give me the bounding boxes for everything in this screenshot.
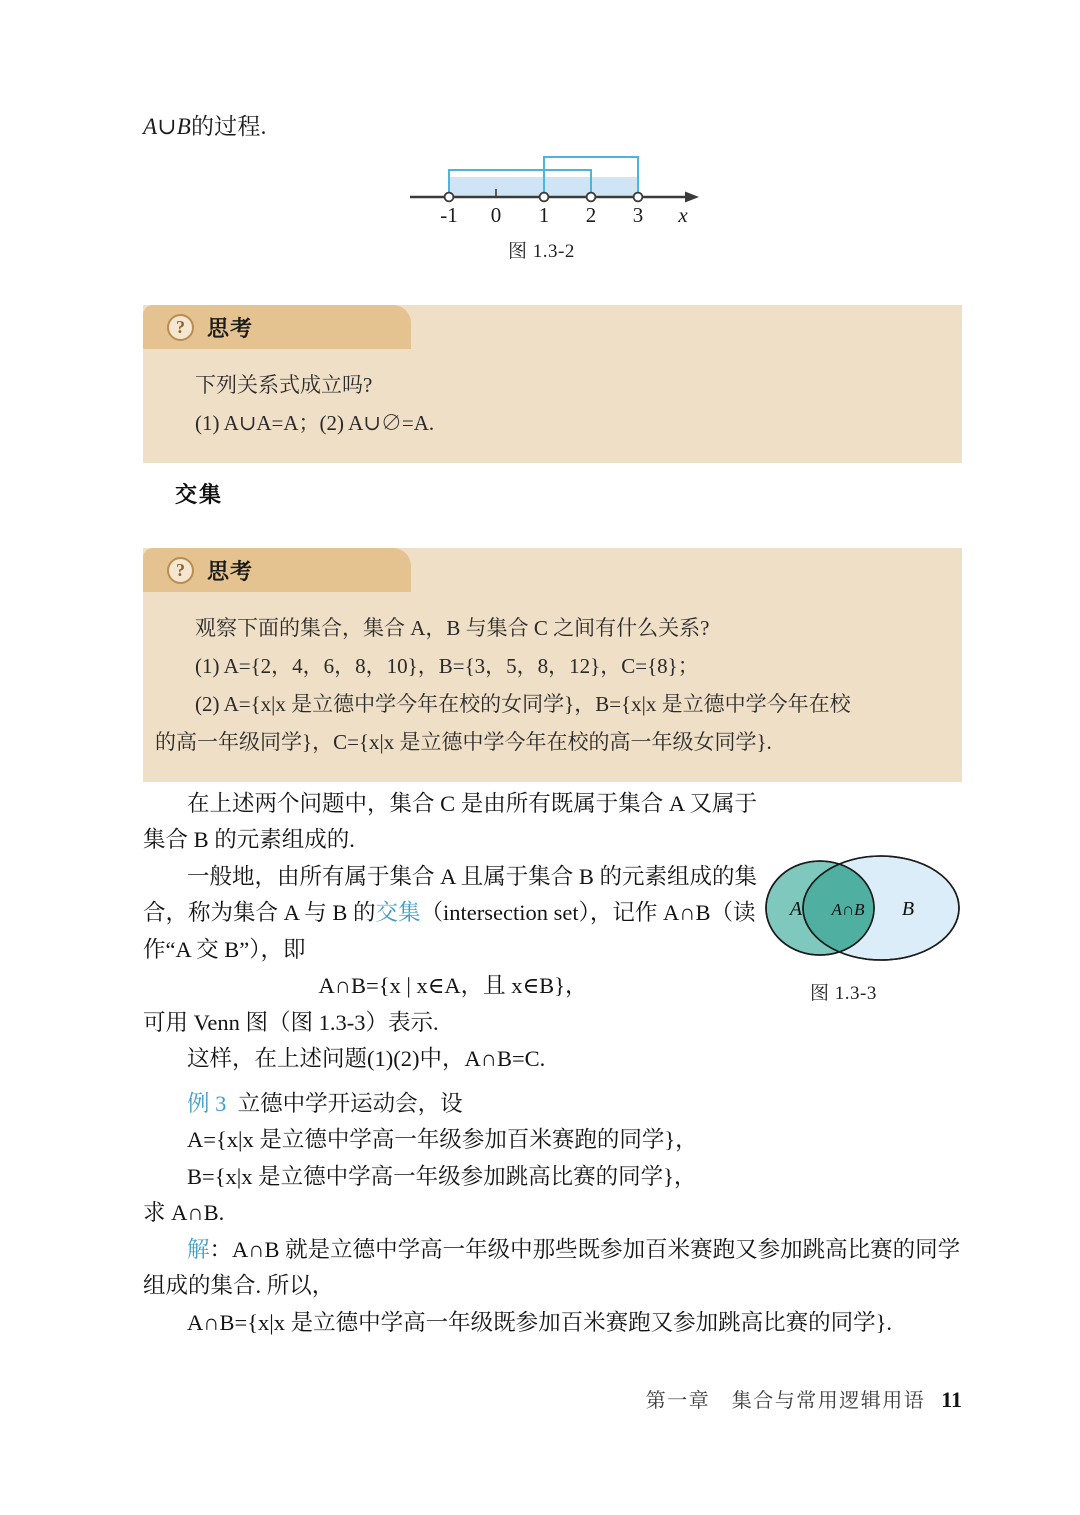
think1-line-2: (1) A∪A=A；(2) A∪∅=A.: [195, 411, 435, 436]
figure-1-3-2-caption: 图 1.3-2: [508, 241, 575, 262]
venn-label-b: B: [901, 898, 915, 920]
think-body: [143, 592, 962, 782]
example-3-solution: [143, 1232, 973, 1305]
think-box-intersection: [143, 548, 962, 782]
tick-label-2: 2: [585, 203, 597, 227]
open-point-2: [587, 193, 596, 202]
tick-label-3: 3: [632, 203, 644, 227]
prose-paragraph-2: [143, 859, 763, 968]
think-tab: [143, 305, 411, 349]
prose-paragraph-3: 可用 Venn 图（图 1.3-3）表示.: [143, 1009, 439, 1035]
term-intersection: 交集: [375, 900, 421, 926]
open-point-1: [540, 193, 549, 202]
figure-1-3-3-caption: 图 1.3-3: [810, 983, 877, 1004]
example-3-solution-formula: A∩B={x|x 是立德中学高一年级既参加百米赛跑又参加跳高比赛的同学}.: [187, 1309, 893, 1335]
top-line-suffix: 的过程.: [190, 114, 267, 139]
figure-1-3-2-numberline: [400, 140, 720, 240]
continuation-text: A∪B的过程.: [143, 114, 267, 139]
open-point-3: [634, 193, 643, 202]
venn-label-a: A: [789, 898, 803, 920]
formula-intersection: A∩B={x | x∈A，且 x∈B}，: [318, 973, 588, 999]
example-3-set-a: A={x|x 是立德中学高一年级参加百米赛跑的同学}，: [187, 1127, 698, 1153]
axis-arrow: [685, 192, 699, 203]
think2-line-3: (2) A={x|x 是立德中学今年在校的女同学}，B={x|x 是立德中学今年在校: [195, 692, 851, 717]
think-body: [143, 349, 962, 463]
prose-paragraph-4: 这样，在上述问题(1)(2)中，A∩B=C.: [187, 1046, 546, 1072]
prose-paragraph-1: 在上述两个问题中，集合 C 是由所有既属于集合 A 又属于集合 B 的元素组成的.: [143, 791, 758, 853]
think2-line-2: (1) A={2，4，6，8，10}，B={3，5，8，12}，C={8}；: [195, 654, 699, 679]
think1-line-1: 下列关系式成立吗?: [195, 373, 373, 397]
tick-label-1: 1: [538, 203, 550, 227]
axis-label-x: x: [678, 203, 688, 227]
venn-label-intersection: A∩B: [831, 900, 865, 919]
solution-tag: 解: [187, 1236, 210, 1262]
tick-label-neg1: -1: [440, 203, 458, 227]
example-3-block: [143, 1086, 973, 1341]
solution-body: ：A∩B 就是立德中学高一年级中那些既参加百米赛跑又参加跳高比赛的同学组成的集合. 所以，: [143, 1236, 961, 1299]
question-mark-icon: ?: [167, 314, 194, 341]
prose-intersection-definition: [143, 786, 763, 1078]
prose-p2-part-a: 一般地，由所有属于集合 A 且属于集合 B 的元素组成的集合，称为集合 A 与 B 的: [143, 863, 758, 926]
numberline-svg: [400, 140, 720, 240]
open-point-neg1: [445, 193, 454, 202]
figure-1-3-3-venn: [748, 852, 972, 967]
think-label: 思考: [207, 558, 254, 584]
venn-svg: [748, 852, 972, 967]
page-footer: [646, 1384, 962, 1413]
example-tag: 例 3: [187, 1091, 227, 1116]
footer-chapter: 第一章 集合与常用逻辑用语: [645, 1390, 926, 1412]
prose-p2-part-b: （intersection set），记作 A∩B（读作“A 交 B”），即: [143, 900, 756, 962]
think-label: 思考: [207, 315, 254, 341]
think2-line-1: 观察下面的集合，集合 A，B 与集合 C 之间有什么关系?: [195, 616, 710, 640]
example-3-title: [226, 1091, 237, 1116]
example-3-set-b: B={x|x 是立德中学高一年级参加跳高比赛的同学}，: [187, 1163, 697, 1189]
think2-line-4: 的高一年级同学}，C={x|x 是立德中学今年在校的高一年级女同学}.: [155, 730, 772, 755]
think-tab: [143, 548, 411, 592]
subheading-intersection: 交集: [175, 482, 224, 507]
example-3-title-text: 立德中学开运动会，设: [237, 1091, 463, 1116]
think-box-union: [143, 305, 962, 463]
question-mark-icon: ?: [167, 557, 194, 584]
tick-label-0: 0: [490, 203, 502, 227]
page-number: 11: [941, 1387, 962, 1412]
example-3-question: 求 A∩B.: [143, 1200, 225, 1226]
example-3-heading: [143, 1086, 973, 1122]
